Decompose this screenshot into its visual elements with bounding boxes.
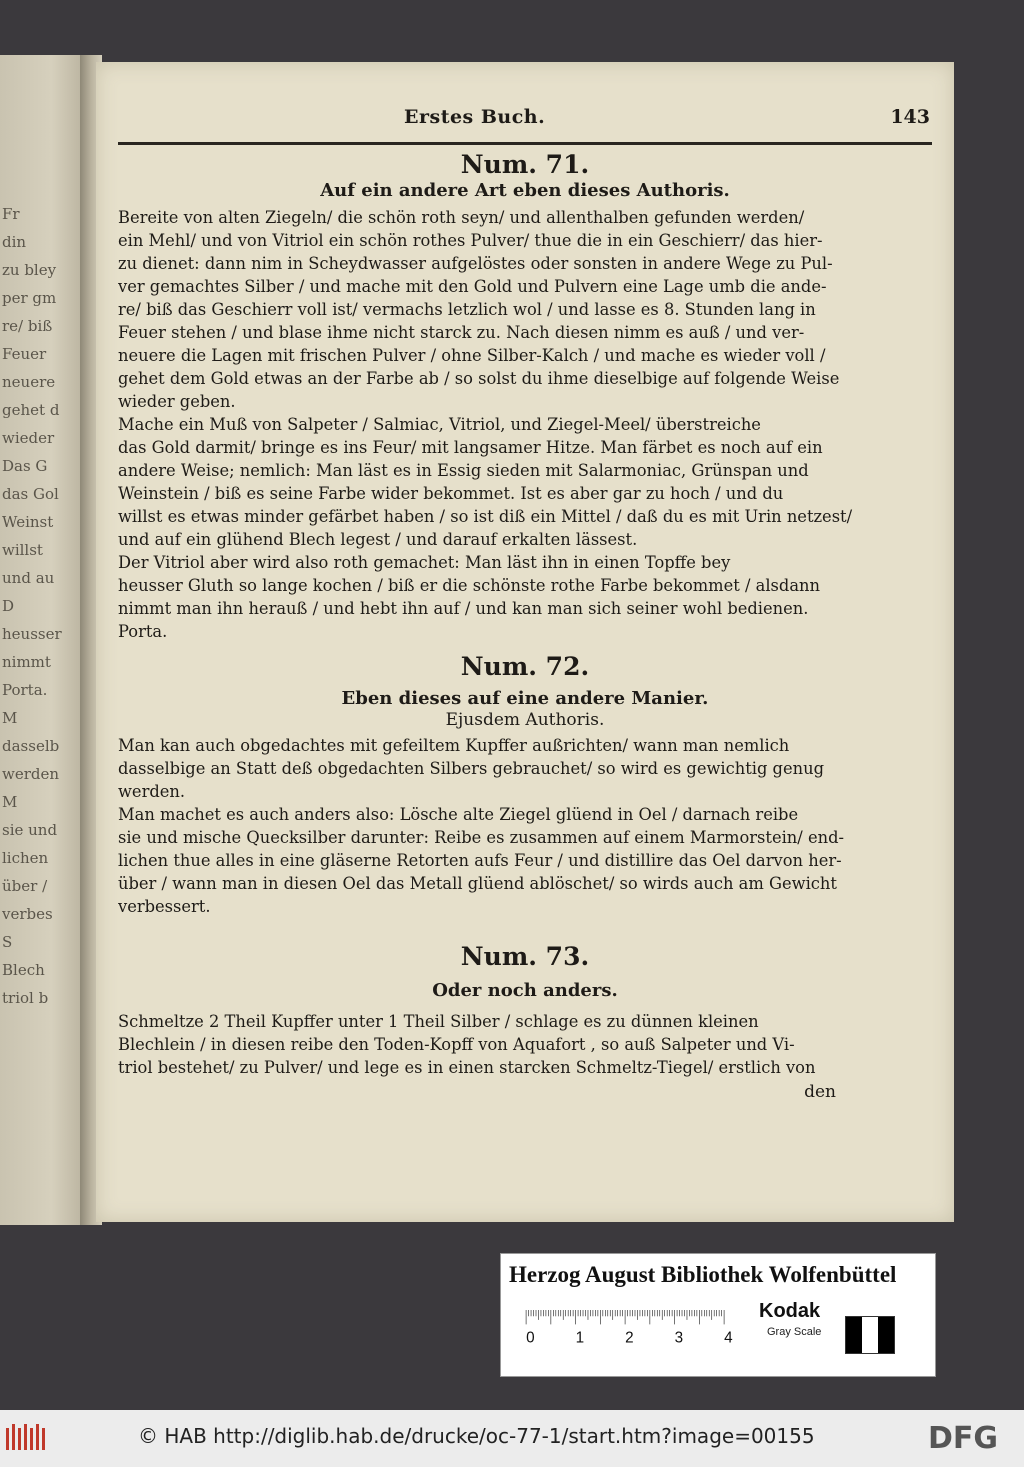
facing-page-fragment: dasselb: [2, 737, 60, 755]
section-number: Num. 72.: [460, 652, 590, 681]
facing-page-fragment: din: [2, 233, 27, 251]
ruler-scale: [511, 1310, 741, 1346]
text-line: re/ biß das Geschierr voll ist/ vermachs letzlich wol / und lasse es 8. Stunden lang in: [118, 300, 816, 319]
book-page: [96, 62, 954, 1222]
facing-page-fragment: neuere: [2, 373, 56, 391]
text-line: Weinstein / biß es seine Farbe wider bekommet. Ist es aber gar zu hoch / und du: [118, 484, 784, 503]
running-head: Erstes Buch.: [404, 106, 546, 128]
dfg-logo: [928, 1420, 1014, 1454]
text-line: Bereite von alten Ziegeln/ die schön roth seyn/ und allenthalben gefunden werden/: [118, 208, 805, 227]
gray-scale-swatch: [845, 1316, 895, 1354]
text-line: sie und mische Quecksilber darunter: Reibe es zusammen auf einem Marmorstein/ end-: [118, 828, 844, 847]
text-line: zu dienet: dann nim in Scheydwasser aufgelöstes oder sonsten in andere Wege zu Pul-: [118, 254, 833, 273]
facing-page-edge: [0, 55, 86, 1225]
text-line: Man kan auch obgedachtes mit gefeiltem Kupffer außrichten/ wann man nemlich: [118, 736, 790, 755]
facing-page-fragment: D: [2, 597, 15, 615]
facing-page-fragment: nimmt: [2, 653, 51, 671]
ruler-number: 4: [724, 1329, 733, 1346]
library-tag: [500, 1253, 936, 1377]
viewer-footer: [0, 1410, 1024, 1467]
facing-page-fragment: und au: [2, 569, 55, 587]
facing-page-fragment: re/ biß: [2, 317, 53, 335]
facing-page-fragment: Blech: [2, 961, 45, 979]
text-line: ein Mehl/ und von Vitriol ein schön rothes Pulver/ thue die in ein Geschierr/ das hier-: [118, 231, 823, 250]
gray-scale-label: Gray Scale: [767, 1326, 822, 1338]
text-line: triol bestehet/ zu Pulver/ und lege es in einen starcken Schmeltz-Tiegel/ erstlich von: [118, 1058, 816, 1077]
header-rule: [118, 142, 932, 145]
page-number: 143: [890, 106, 930, 128]
text-line: nimmt man ihn herauß / und hebt ihn auf / und kan man sich seiner wohl bedienen.: [118, 599, 809, 618]
facing-page-fragment: Porta.: [2, 681, 48, 699]
page-header: [118, 106, 936, 134]
kodak-logo: Kodak: [759, 1300, 821, 1322]
facing-page-fragment: M: [2, 709, 18, 727]
section-number: Num. 73.: [460, 942, 590, 971]
text-line: wieder geben.: [118, 392, 236, 411]
catchword: den: [804, 1082, 836, 1102]
ruler-number: 0: [526, 1329, 535, 1346]
section-subtitle: Auf ein andere Art eben dieses Authoris.: [320, 180, 730, 201]
text-line: Der Vitriol aber wird also roth gemachet: Man läst ihn in einen Topffe bey: [118, 553, 731, 572]
text-line: Porta.: [118, 622, 168, 641]
facing-page-fragment: das Gol: [2, 485, 59, 503]
text-line: neuere die Lagen mit frischen Pulver / ohne Silber-Kalch / und mache es wieder voll /: [118, 346, 826, 365]
text-line: willst es etwas minder gefärbet haben / so ist diß ein Mittel / daß du es mit Urin netzest/: [118, 507, 853, 526]
facing-page-fragment: Weinst: [2, 513, 54, 531]
text-line: Man machet es auch anders also: Lösche alte Ziegel glüend in Oel / darnach reibe: [118, 805, 799, 824]
facing-page-fragment: Fr: [2, 205, 20, 223]
facing-page-fragment: heusser: [2, 625, 62, 643]
text-line: lichen thue alles in eine gläserne Retorten aufs Feur / und distillire das Oel darvon her-: [118, 851, 842, 870]
facing-page-fragment: S: [2, 933, 13, 951]
section-number: Num. 71.: [460, 150, 590, 179]
facing-page-fragment: wieder: [2, 429, 55, 447]
dfg-logo-text: DFG: [928, 1421, 999, 1454]
text-line: das Gold darmit/ bringe es ins Feur/ mit langsamer Hitze. Man färbet es noch auf ein: [118, 438, 823, 457]
ruler-number: 1: [575, 1329, 585, 1346]
facing-page-fragment: lichen: [2, 849, 49, 867]
facing-page-fragment: sie und: [2, 821, 58, 839]
facing-page-fragment: Das G: [2, 457, 48, 475]
text-line: werden.: [118, 782, 186, 801]
facing-page-fragment: Feuer: [2, 345, 47, 363]
facing-page-fragment: gehet d: [2, 401, 60, 419]
text-line: ver gemachtes Silber / und mache mit den Gold und Pulvern eine Lage umb die ande-: [118, 277, 827, 296]
text-line: andere Weise; nemlich: Man läst es in Essig sieden mit Salarmoniac, Grünspan und: [118, 461, 809, 480]
text-line: und auf ein glühend Blech legest / und darauf erkalten lässest.: [118, 530, 638, 549]
text-line: verbessert.: [118, 897, 211, 916]
facing-page-fragment: per gm: [2, 289, 57, 307]
ruler-number: 3: [674, 1329, 684, 1346]
text-line: gehet dem Gold etwas an der Farbe ab / so solst du ihme dieselbige auf folgende Weise: [118, 369, 840, 388]
facing-page-fragment: verbes: [2, 905, 53, 923]
facing-page-fragment: werden: [2, 765, 60, 783]
library-name: Herzog August Bibliothek Wolfenbüttel: [509, 1262, 897, 1287]
text-line: Blechlein / in diesen reibe den Toden-Kopff von Aquafort , so auß Salpeter und Vi-: [118, 1035, 795, 1054]
facing-page-fragment: zu bley: [2, 261, 57, 279]
ruler-number: 2: [625, 1329, 634, 1346]
copyright-url: © HAB http://diglib.hab.de/drucke/oc-77-1/start.htm?image=00155: [138, 1424, 815, 1448]
facing-page-fragment: M: [2, 793, 18, 811]
library-logo-icon: [6, 1424, 46, 1452]
section-subtitle: Oder noch anders.: [432, 980, 618, 1001]
section-author: Ejusdem Authoris.: [445, 710, 605, 730]
text-line: dasselbige an Statt deß obgedachten Silbers gebrauchet/ so wird es gewichtig genug: [118, 759, 825, 778]
text-line: heusser Gluth so lange kochen / biß er die schönste rothe Farbe bekommet / alsdann: [118, 576, 821, 595]
text-line: über / wann man in diesen Oel das Metall glüend ablöschet/ so wirds auch am Gewicht: [118, 874, 837, 893]
text-line: Schmeltze 2 Theil Kupffer unter 1 Theil Silber / schlage es zu dünnen kleinen: [118, 1012, 759, 1031]
section-subtitle: Eben dieses auf eine andere Manier.: [341, 688, 709, 709]
facing-page-fragment: über /: [2, 877, 48, 895]
facing-page-fragment: triol b: [2, 989, 49, 1007]
facing-page-fragment: willst: [2, 541, 43, 559]
text-line: Mache ein Muß von Salpeter / Salmiac, Vitriol, und Ziegel-Meel/ überstreiche: [118, 415, 761, 434]
text-line: Feuer stehen / und blase ihme nicht starck zu. Nach diesen nimm es auß / und ver-: [118, 323, 805, 342]
